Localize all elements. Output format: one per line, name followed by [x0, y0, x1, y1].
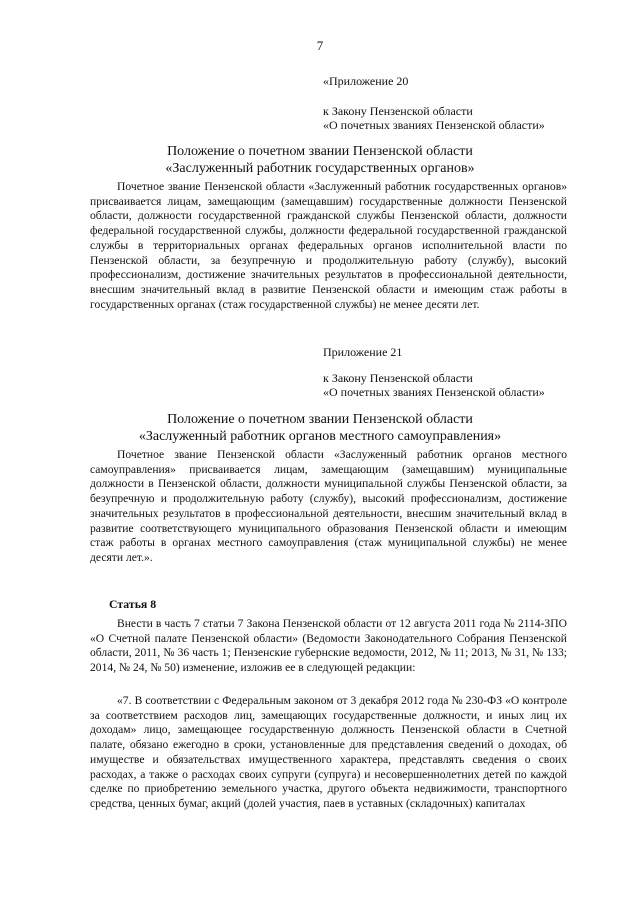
section-21-title-line1: Положение о почетном звании Пензенской области [167, 412, 473, 427]
appendix-21-ref-line1: к Закону Пензенской области [323, 371, 473, 385]
page-number: 7 [316, 38, 324, 53]
appendix-20-ref-line1: к Закону Пензенской области [323, 104, 473, 118]
article-8-paragraph-2: «7. В соответствии с Федеральным законом от 3 декабря 2012 года № 230-ФЗ «О контроле за соответствием расходов лиц, замещающих государственные должности, и иных лиц их доходам» лицо, замещающее государственную должность Пензенской области в Счетной палате, обязано ежегодно в сроки, установленные для представления сведений о доходах, об имуществе и обязательствах имущественного характера, представлять сведения о своих расходах, а также о расходах своих супруги (супруга) и несовершеннолетних детей по каждой сделке по приобретению земельного участка, другого объекта недвижимости, транспортного средства, ценных бумаг, акций (долей участия, паев в уставных (складочных) капиталах [90, 694, 567, 810]
section-20-title-line2: «Заслуженный работник государственных органов» [165, 161, 475, 176]
appendix-20-ref-line2: «О почетных званиях Пензенской области» [323, 118, 545, 132]
appendix-20-label: «Приложение 20 [323, 74, 409, 88]
article-8-paragraph-1: Внести в часть 7 статьи 7 Закона Пензенской области от 12 августа 2011 года № 2114-ЗПО «О Счетной палате Пензенской области» (Ведомости Законодательного Собрания Пензенской области, 2011, № 36 часть 1; Пензенские губернские ведомости, 2012, № 11; 2013, № 31, № 133; 2014, № 24, № 50) изменение, изложив ее в следующей редакции: [90, 617, 567, 675]
appendix-21-ref-line2: «О почетных званиях Пензенской области» [323, 385, 545, 399]
appendix-21-label: Приложение 21 [323, 345, 403, 359]
article-8-heading: Статья 8 [109, 597, 157, 611]
section-20-body: Почетное звание Пензенской области «Заслуженный работник государственных органов» присваивается лицам, замещающим (замещавшим) государственные должности Пензенской области, должности государственной гражданской службы Пензенской области, должности федеральной государственной службы, должности федеральной государственной гражданской службы в территориальных органах федеральных органов исполнительной власти по Пензенской области, за безупречную и продолжительную работу (службу), высокий профессионализм, достижение значительных результатов в профессиональной деятельности, внесшим значительный вклад в развитие Пензенской области и имеющим стаж работы в государственных органах (стаж государственной службы) не менее десяти лет. [90, 180, 567, 311]
section-21-body: Почетное звание Пензенской области «Заслуженный работник органов местного самоуправления» присваивается лицам, замещающим (замещавшим) муниципальные должности в Пензенской области, должности муниципальной службы Пензенской области, за безупречную и продолжительную работу (службу), высокий профессионализм, достижение значительных результатов в профессиональной деятельности, внесшим значительный вклад в развитие соответствующего муниципального образования Пензенской области и имеющим стаж работы в органах местного самоуправления (стаж муниципальной службы) не менее десяти лет.». [90, 448, 567, 564]
section-20-title-line1: Положение о почетном звании Пензенской области [167, 144, 473, 159]
section-21-title-line2: «Заслуженный работник органов местного самоуправления» [138, 429, 502, 444]
